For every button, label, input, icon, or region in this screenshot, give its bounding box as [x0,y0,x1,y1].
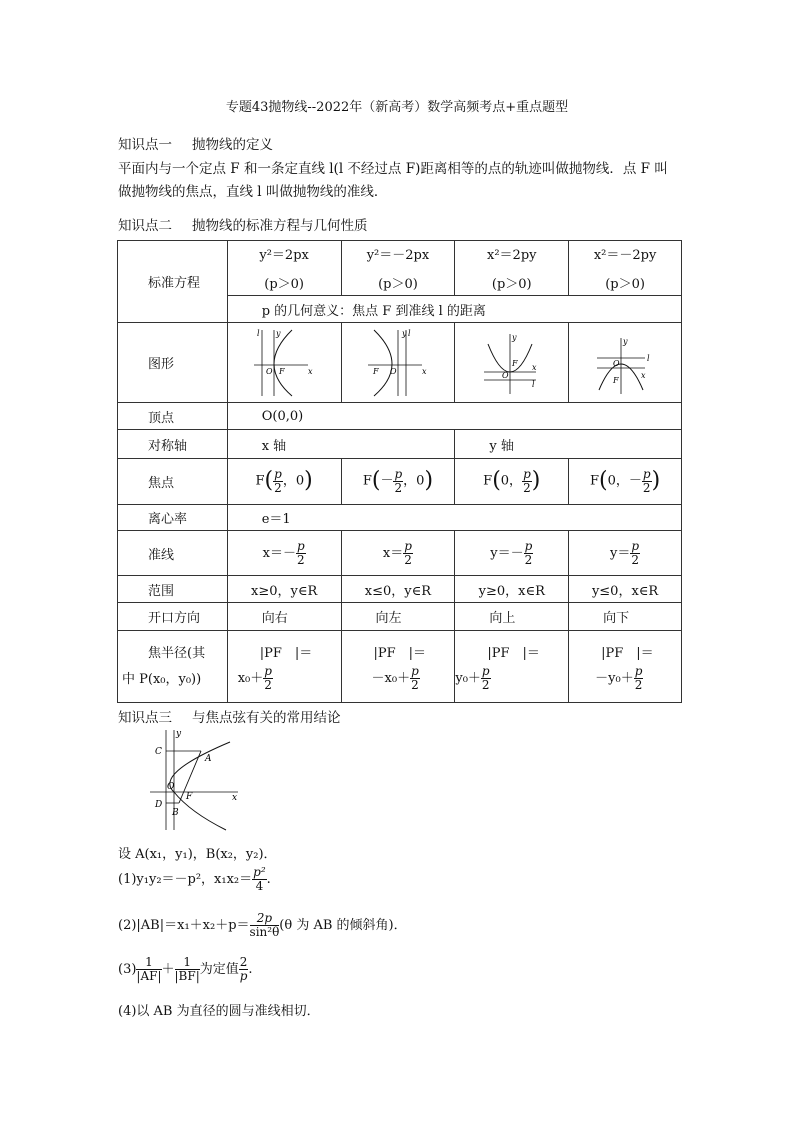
directrix-cell-3 [455,531,569,576]
focus-3-close-paren: ) [531,468,541,494]
focal-radius-2-den: 2 [411,677,419,692]
label-f: F [186,792,193,802]
focus-3-f: F [483,473,493,489]
label-l: l [647,353,650,363]
parabola-properties-table [117,240,682,703]
row-label-opening: 开口方向 [118,603,228,631]
focus-1-zero: 0 [295,473,305,489]
focal-radius-3-top: |PF |＝ [487,645,540,661]
row-label-focal-radius [118,631,228,703]
result-3-mid: 为定值 [199,962,239,977]
row-label-range: 范围 [118,576,228,603]
equation-3: x²＝2py [487,248,537,263]
label-l: l [531,379,535,389]
parabola-curve [170,742,230,830]
result-1-num: p² [253,865,266,879]
directrix-3-num: p [524,538,533,553]
focal-radius-4-num: p [634,663,643,678]
focal-radius-cell-1 [227,631,341,703]
table-row-equation [118,241,682,296]
range-3: y≥0，x∈R [455,576,569,603]
focal-radius-3-fraction [481,665,491,692]
label-d: D [155,800,163,810]
directrix-3-fraction [524,540,534,567]
range-4: y≤0，x∈R [569,576,682,603]
focal-radius-3-lhs: y₀＋ [455,670,481,686]
label-f: F [511,358,518,368]
directrix-cell-1 [227,531,341,576]
focus-3-zero: 0， [500,473,523,489]
focus-3-fraction [522,468,532,495]
focus-1-den: 2 [274,480,282,495]
section-2-title: 抛物线的标准方程与几何性质 [192,218,368,234]
focal-radius-cell-2 [341,631,455,703]
focal-radius-2-top: |PF |＝ [373,645,427,661]
axis-y-value: y 轴 [455,430,682,459]
section-1-title: 抛物线的定义 [192,137,273,153]
table-row-directrix [118,531,682,576]
label-x: x [421,366,427,376]
result-2-den: sin²θ [249,925,280,939]
focal-radius-2-num: p [411,663,419,678]
focal-radius-1-lhs: x₀＋ [237,670,264,686]
equation-cell-3 [455,241,569,296]
result-3 [118,956,253,983]
setup-line: 设 A(x₁，y₁)，B(x₂，y₂)． [118,847,277,862]
row-label-focus: 焦点 [118,459,228,505]
figure-cell-left [341,323,455,403]
row-label-directrix: 准线 [118,531,228,576]
focus-2-den: 2 [394,480,403,495]
focal-radius-4-top: |PF |＝ [601,645,654,661]
focus-1-open-paren: ( [264,468,274,494]
row-label-eccentricity: 离心率 [118,505,228,531]
label-o: O [501,370,509,380]
directrix-4-fraction [630,540,640,567]
label-l: l [257,328,260,338]
range-2: x≤0，y∈R [341,576,455,603]
focus-3-num: p [523,466,531,481]
row-label-equation: 标准方程 [118,241,228,323]
label-f: F [613,375,619,385]
focus-4-den: 2 [642,480,651,495]
equation-2: y²＝－2px [366,248,430,263]
directrix-2-lhs: x＝ [382,545,404,561]
directrix-1-fraction [296,540,306,567]
table-row-figure [118,323,682,403]
focal-radius-1-top: |PF |＝ [259,645,313,661]
label-o: O [389,366,397,376]
opening-3: 向上 [455,603,569,631]
label-f: F [372,366,379,376]
directrix-2-den: 2 [404,552,412,567]
axis-x-value: x 轴 [227,430,455,459]
row-label-figure: 图形 [118,323,228,403]
focus-2-fraction [393,468,403,495]
focal-radius-cell-3 [455,631,569,703]
focus-4-sign: － [628,473,642,489]
table-row-range [118,576,682,603]
focus-2-close-paren: ) [424,468,434,494]
equation-4: x²＝－2py [593,248,657,263]
focus-2-sign: － [380,473,394,489]
result-3-num-1: 1 [136,956,161,970]
label-l: l [407,328,411,338]
focal-radius-1-den: 2 [264,677,272,692]
focal-radius-4-lhs: －y₀＋ [595,670,634,686]
directrix-2-fraction [403,540,413,567]
focal-radius-4-value [569,665,681,692]
directrix-4-lhs: y＝ [610,545,631,561]
result-3-end: . [248,962,253,977]
opening-2: 向左 [341,603,455,631]
focus-4-open-paren: ( [599,468,608,494]
figure-cell-right [227,323,341,403]
table-row-focus [118,459,682,505]
row-label-vertex: 顶点 [118,403,228,430]
table-row-eccentricity [118,505,682,531]
section-3-number: 知识点三 [118,710,172,726]
condition-4: (p＞0) [605,277,645,292]
result-3-den-3: p [239,969,248,983]
focal-radius-3-den: 2 [481,677,490,692]
eccentricity-value: e＝1 [227,505,681,531]
result-2-fraction [250,912,280,939]
label-x: x [641,370,646,380]
result-3-plus: ＋ [161,962,175,977]
label-b: B [172,808,179,818]
figure-cell-down [569,323,682,403]
range-1: x≥0，y∈R [227,576,341,603]
focal-radius-2-lhs: －x₀＋ [371,670,411,686]
result-1-den: 4 [255,879,264,893]
label-c: C [155,747,162,757]
parabola-curve [274,330,292,396]
definition-line-1: 平面内与一个定点 F 和一条定直线 l(l 不经过点 F)距离相等的点的轨迹叫做抛物线．点 F 叫 [118,161,668,177]
focus-1-num: p [274,466,282,481]
result-1-fraction [252,866,267,893]
focus-1-f: F [255,473,265,489]
focus-3-den: 2 [523,480,531,495]
directrix-3-lhs: y＝－ [490,545,524,561]
page-title: 专题43抛物线--2022年（新高考）数学高频考点+重点题型 [225,100,569,115]
parabola-right-figure [252,328,316,398]
label-y: y [511,332,517,342]
result-3-num-3: 2 [239,955,248,969]
parabola-up-figure [480,328,544,398]
opening-4: 向下 [569,603,682,631]
label-o: O [167,782,175,792]
focus-1-close-paren: ) [304,468,313,494]
focus-2-comma: ， [403,473,417,489]
focus-4-f: F [589,473,599,489]
result-3-den-1: |AF| [136,969,162,983]
result-3-fraction-1 [136,956,161,983]
result-3-den-2: |BF| [174,969,200,983]
directrix-cell-2 [341,531,455,576]
equation-cell-4 [569,241,682,296]
result-4: (4)以 AB 为直径的圆与准线相切． [118,1004,320,1019]
focal-radius-label-2: 中 P(x₀，y₀)) [122,671,202,687]
focal-radius-label-1: 焦半径(其 [148,645,206,661]
focal-radius-3-num: p [481,663,490,678]
label-a: A [205,754,212,764]
result-3-fraction-3 [239,956,249,983]
label-o: O [613,358,620,368]
focal-chord-figure [146,726,246,836]
focal-radius-2-fraction [410,665,420,692]
focus-2-open-paren: ( [371,468,381,494]
focal-radius-3-value [455,665,568,692]
label-y: y [276,328,281,338]
equation-cell-2 [341,241,455,296]
directrix-2-num: p [404,538,412,553]
table-row-opening [118,603,682,631]
table-row-vertex [118,403,682,430]
focal-radius-1-fraction [263,665,273,692]
focus-4-zero: 0， [607,473,629,489]
label-y: y [401,328,407,338]
directrix-cell-4 [569,531,682,576]
label-y: y [623,336,628,346]
focus-cell-4 [569,459,682,505]
label-x: x [232,793,238,803]
focal-radius-cell-4 [569,631,682,703]
directrix-3-den: 2 [524,552,533,567]
result-3-fraction-2 [175,956,200,983]
directrix-1-lhs: x＝－ [262,545,296,561]
result-2-tail: (θ 为 AB 的倾斜角)． [279,918,407,933]
focus-4-num: p [642,466,651,481]
label-f: F [279,366,285,376]
result-2-num: 2p [250,912,280,926]
focal-radius-4-fraction [634,665,644,692]
section-3-heading [118,706,341,726]
section-1-number: 知识点一 [118,137,172,153]
directrix-4-den: 2 [631,552,640,567]
condition-2: (p＞0) [378,277,418,292]
section-2-heading [118,214,368,234]
section-1-heading [118,133,273,153]
equation-1: y²＝2px [259,248,309,263]
result-2 [118,912,407,939]
result-2-text: (2)|AB|＝x₁＋x₂＋p＝ [118,918,250,933]
label-y: y [176,729,182,739]
result-1 [118,866,271,893]
condition-1: (p＞0) [264,277,304,292]
figure-cell-up [455,323,569,403]
focus-2-f: F [362,473,372,489]
focus-2-zero: 0 [416,473,425,489]
focus-2-num: p [394,466,403,481]
label-x: x [531,362,537,372]
table-row-focal-radius [118,631,682,703]
focal-radius-4-den: 2 [634,677,643,692]
table-row-axis [118,430,682,459]
result-1-end: . [266,872,271,887]
directrix-4-num: p [631,538,640,553]
equation-cell-1 [227,241,341,296]
definition-line-2: 做抛物线的焦点，直线 l 叫做抛物线的准线． [118,184,388,200]
opening-1: 向右 [227,603,341,631]
focus-4-fraction [642,468,652,495]
focal-radius-1-num: p [264,663,272,678]
section-3-title: 与焦点弦有关的常用结论 [192,710,341,726]
focus-1-fraction [273,468,283,495]
parabola-curve [374,330,392,396]
vertex-value: O(0,0) [227,403,681,430]
result-3-num-2: 1 [175,956,200,970]
parabola-down-figure [593,328,657,398]
definition-paragraph [118,158,698,204]
focus-3-open-paren: ( [492,468,501,494]
focal-radius-1-value [228,665,341,692]
label-o: O [266,366,273,376]
focus-cell-2 [341,459,455,505]
result-3-pre: (3) [118,962,137,977]
directrix-1-num: p [296,538,305,553]
parabola-left-figure [366,328,430,398]
label-x: x [308,366,313,376]
focus-cell-1 [227,459,341,505]
condition-3: (p＞0) [491,277,532,292]
focus-cell-3 [455,459,569,505]
directrix-1-den: 2 [296,552,305,567]
result-1-text: (1)y₁y₂＝－p²，x₁x₂＝ [118,872,253,887]
section-2-number: 知识点二 [118,218,172,234]
p-meaning: p 的几何意义：焦点 F 到准线 l 的距离 [227,296,681,323]
focus-1-comma: ， [282,473,296,489]
focal-radius-2-value [342,665,455,692]
row-label-axis: 对称轴 [118,430,228,459]
focus-4-close-paren: ) [651,468,661,494]
